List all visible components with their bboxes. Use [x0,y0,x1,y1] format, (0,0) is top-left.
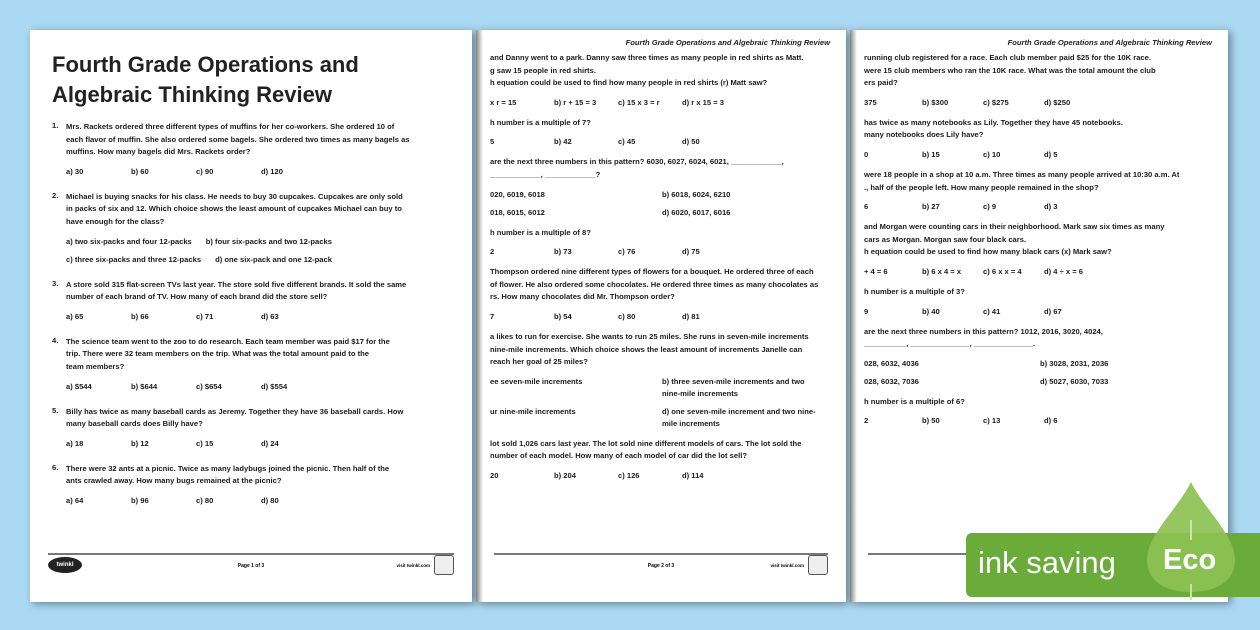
question-text-line: g saw 15 people in red shirts. [490,65,596,75]
question [490,438,834,482]
answer-choices [864,97,1216,109]
question [52,406,457,450]
question-text-line: in packs of six and 12. Which choice shows the least amount of cupcakes Michael can buy to [66,204,402,214]
answer-choice: 9 [864,306,869,316]
question-text-line: muffins. How many bagels did Mrs. Rackets order? [66,147,251,157]
answer-choice: c) 126 [618,470,640,480]
question-text-line: are the next three numbers in this pattern? 1012, 2016, 3020, 4024, [864,326,1103,336]
question [864,396,1216,428]
answer-choice: b) $300 [922,97,949,107]
answer-choice: c) 90 [196,166,214,176]
question [490,156,834,218]
answer-choice: c) 80 [196,495,214,505]
answer-choice: b) 27 [922,202,940,212]
question-body [66,191,457,266]
answer-choice: b) 15 [922,149,940,159]
answer-choice: 20 [490,470,499,480]
page-header: Fourth Grade Operations and Algebraic Thinking Review [625,38,830,47]
question [490,117,834,149]
question [490,52,834,109]
answer-choice: c) 76 [618,247,636,257]
question-text-line: Mrs. Rackets ordered three different types of muffins for her co-workers. She ordered 10 of [66,122,395,131]
question [52,336,457,393]
question-text-line: ____________, ____________? [490,169,601,179]
question-body [490,438,834,482]
badge-icon [808,555,828,575]
answer-choices [490,376,834,400]
answer-choice: c) 10 [983,149,1001,159]
badge-icon [434,555,454,575]
question-text-line: reach her goal of 25 miles? [490,357,588,367]
question-body [864,117,1216,161]
question [864,326,1216,388]
answer-choice: d) r x 15 = 3 [682,97,724,107]
footer-divider [48,553,454,555]
question-text-line: h number is a multiple of 7? [490,117,591,127]
answer-choices [864,376,1216,388]
answer-choices [66,438,457,450]
answer-choices [66,311,457,323]
question-body [490,266,834,323]
answer-choices [864,358,1216,370]
answer-choice: b) 3028, 2031, 2036 [1040,358,1109,368]
worksheet-title: Fourth Grade Operations and Algebraic Thinking Review [52,52,359,107]
answer-choice: c) 80 [618,311,636,321]
question-text-line: h number is a multiple of 8? [490,227,591,237]
answer-choices [66,236,457,248]
answer-choice: d) 75 [682,247,700,257]
answer-choice: d) 5 [1044,149,1058,159]
answer-choice: d) 81 [682,311,700,321]
answer-choice: d) 24 [261,438,279,448]
question-number: 3. [52,278,59,288]
question-number: 1. [52,121,59,130]
question-text-line: has twice as many notebooks as Lily. Together they have 45 notebooks. [864,117,1123,127]
answer-choice: c) 15 x 3 = r [618,97,660,107]
question [490,227,834,259]
question-number: 2. [52,190,59,200]
answer-choice: b) 6018, 6024, 6210 [662,189,731,199]
question-text-line: of flower. He also ordered some chocolates. He ordered three times as many chocolates as [490,279,819,289]
question-body [66,121,457,178]
answer-choice: c) $275 [983,97,1009,107]
answer-choice: d) 5027, 6030, 7033 [1040,376,1109,386]
question-text-line: many baseball cards does Billy have? [66,419,203,429]
question [52,279,457,323]
question [52,463,457,507]
question-list [864,52,1216,435]
answer-choice: d) 50 [682,137,700,147]
question-text-line: have enough for the class? [66,216,165,226]
answer-choice: c) 13 [983,416,1001,426]
answer-choice: d) 3 [1044,202,1058,212]
question-text-line: team members? [66,361,125,371]
question-body [490,156,834,218]
answer-choice: 028, 6032, 4036 [864,358,919,368]
question-body [864,396,1216,428]
question-body [864,221,1216,278]
answer-choice: d) $554 [261,381,288,391]
answer-choice: a) two six-packs and four 12-packs [66,236,192,246]
question [864,52,1216,109]
eco-label: Eco [1163,544,1217,576]
answer-choices [490,136,834,148]
question-text-line: h equation could be used to find how many black cars (x) Mark saw? [864,247,1112,257]
question-text-line: h number is a multiple of 3? [864,286,965,296]
question-body [490,52,834,109]
answer-choice: b) three seven-mile increments and two nine-mile increments [662,376,805,398]
question-text-line: Billy has twice as many baseball cards as Jeremy. Together they have 36 baseball cards. How [66,406,404,416]
page-header: Fourth Grade Operations and Algebraic Thinking Review [1007,38,1212,47]
answer-choice: b) 66 [131,311,149,321]
worksheet-page-2 [476,30,846,602]
question [864,221,1216,278]
answer-choice: d) 6 [1044,416,1058,426]
answer-choice: b) 42 [554,137,572,147]
answer-choices [490,311,834,323]
question-text-line: h equation could be used to find how many people in red shirts (r) Matt saw? [490,78,768,88]
answer-choice: d) 63 [261,311,279,321]
answer-choices [864,201,1216,213]
question-text-line: nine-mile increments. Which choice shows the least amount of increments Janelle can [490,344,803,354]
answer-choice: c) 15 [196,438,214,448]
question-text-line: running club registered for a race. Each club member paid $25 for the 10K race. [864,53,1151,62]
answer-choice: b) $644 [131,381,158,391]
answer-choice: c) three six-packs and three 12-packs [66,254,202,264]
answer-choice: ur nine-mile increments [490,406,576,416]
question [52,121,457,178]
worksheet-page-1 [30,30,472,602]
answer-choice: ee seven-mile increments [490,376,583,386]
answer-choice: 2 [490,247,495,257]
question-text-line: were 15 club members who ran the 10K race. What was the total amount the club [864,65,1156,75]
question-body [490,117,834,149]
answer-choice: b) 40 [922,306,940,316]
question-list [490,52,834,490]
answer-choice: c) 41 [983,306,1001,316]
answer-choice: a) 65 [66,311,84,321]
question-number: 6. [52,462,59,472]
page-number: Page 2 of 3 [647,563,675,569]
answer-choices [864,149,1216,161]
question-number: 4. [52,335,59,345]
question-text-line: h number is a multiple of 6? [864,396,965,406]
question-body [490,331,834,430]
answer-choice: 375 [864,97,877,107]
question-text-line: The science team went to the zoo to do research. Each team member was paid $17 for the [66,336,390,346]
question-body [864,52,1216,109]
page-shadow [850,30,857,602]
answer-choice: 7 [490,311,495,321]
answer-choice: d) 67 [1044,306,1062,316]
answer-choice: 6 [864,202,869,212]
question-body [66,463,457,507]
answer-choices [490,406,834,430]
answer-choices [864,415,1216,427]
answer-choices [864,306,1216,318]
answer-choice: d) 114 [682,470,704,480]
question-body [864,286,1216,318]
question-body [66,336,457,393]
question-text-line: Michael is buying snacks for his class. He needs to buy 30 cupcakes. Cupcakes are only sold [66,191,403,201]
question-body [490,227,834,259]
question-text-line: a likes to run for exercise. She wants to run 25 miles. She runs in seven-mile increments [490,331,809,341]
answer-choice: d) 4 ÷ x = 6 [1044,266,1083,276]
answer-choice: d) one seven-mile increment and two nine-mile increments [662,406,816,428]
question-body [66,279,457,323]
answer-choice: 020, 6019, 6018 [490,189,545,199]
answer-choice: b) 54 [554,311,572,321]
answer-choice: c) 6 x x = 4 [983,266,1022,276]
answer-choice: c) 9 [983,202,997,212]
twinkl-logo: twinkl [48,557,82,573]
answer-choice: d) 80 [261,495,279,505]
question-body [864,169,1216,213]
answer-choice: d) 120 [261,166,283,176]
question [864,169,1216,213]
question-text-line: and Morgan were counting cars in their neighborhood. Mark saw six times as many [864,222,1165,232]
question-text-line: rs. How many chocolates did Mr. Thompson order? [490,292,675,302]
question-text-line: A store sold 315 flat-screen TVs last year. The store sold five different brands. It sold the same [66,279,407,289]
question-text-line: ants crawled away. How many bugs remained at the picnic? [66,476,282,486]
footer-divider [494,553,828,555]
question-body [864,326,1216,388]
answer-choice: b) 6 x 4 = x [922,266,962,276]
question-text-line: __________, ______________, ______________. [864,339,1036,349]
answer-choice: b) 12 [131,438,149,448]
answer-choice: c) 71 [196,311,214,321]
answer-choice: c) 45 [618,137,636,147]
question [52,191,457,266]
ink-saving-label: ink saving [978,545,1116,580]
answer-choices [490,207,834,219]
answer-choice: b) four six-packs and two 12-packs [205,236,332,246]
leaf-icon [1145,480,1237,600]
answer-choices [490,470,834,482]
question-text-line: number of each model. How many of each model of car did the lot sell? [490,451,747,461]
page-shadow [476,30,483,602]
answer-choices [66,381,457,393]
question-text-line: were 18 people in a shop at 10 a.m. Three times as many people arrived at 10:30 a.m. At [864,169,1180,179]
answer-choice: a) $544 [66,381,92,391]
answer-choice: 5 [490,137,495,147]
answer-choice: b) 204 [554,470,576,480]
answer-choice: 018, 6015, 6012 [490,207,545,217]
answer-choice: b) 50 [922,416,940,426]
question [864,117,1216,161]
answer-choice: b) 96 [131,495,149,505]
question-text-line: ers paid? [864,78,898,88]
question-list [52,121,457,520]
question-number: 5. [52,405,59,415]
question [490,266,834,323]
answer-choice: d) 6020, 6017, 6016 [662,207,731,217]
answer-choice: a) 64 [66,495,84,505]
question-text-line: There were 32 ants at a picnic. Twice as many ladybugs joined the picnic. Then half of the [66,463,390,473]
answer-choice: a) 30 [66,166,84,176]
answer-choice: a) 18 [66,438,84,448]
answer-choice: b) 60 [131,166,149,176]
answer-choices [66,495,457,507]
question-text-line: many notebooks does Lily have? [864,130,984,140]
question-text-line: each flavor of muffin. She also ordered some bagels. She ordered two times as many bagels as [66,134,410,144]
question-text-line: number of each brand of TV. How many of each brand did the store sell? [66,292,328,302]
question-text-line: trip. There were 32 team members on the trip. What was the total amount paid to the [66,349,369,359]
answer-choices [490,189,834,201]
answer-choice: 2 [864,416,869,426]
answer-choice: c) $654 [196,381,222,391]
question-body [66,406,457,450]
question-text-line: lot sold 1,026 cars last year. The lot sold nine different models of cars. The lot sold the [490,438,802,448]
answer-choices [490,97,834,109]
page-number: Page 1 of 3 [237,563,265,569]
visit-link-text: visit twinkl.com [770,563,804,568]
question-text-line: and Danny went to a park. Danny saw three times as many people in red shirts as Matt. [490,53,804,62]
answer-choice: b) r + 15 = 3 [554,97,597,107]
answer-choice: b) 73 [554,247,572,257]
answer-choice: x r = 15 [490,97,517,107]
question-text-line: cars as Morgan. Morgan saw four black cars. [864,234,1027,244]
question [864,286,1216,318]
question-text-line: are the next three numbers in this pattern? 6030, 6027, 6024, 6021, ____________, [490,157,784,167]
answer-choice: 028, 6032, 7036 [864,376,919,386]
answer-choice: 0 [864,149,869,159]
answer-choice: + 4 = 6 [864,266,888,276]
answer-choice: d) $250 [1044,97,1071,107]
question-text-line: Thompson ordered nine different types of flowers for a bouquet. He ordered three of each [490,267,814,277]
answer-choices [864,266,1216,278]
question-text-line: ., half of the people left. How many people remained in the shop? [864,182,1099,192]
answer-choices [66,254,457,266]
answer-choices [66,166,457,178]
answer-choice: d) one six-pack and one 12-pack [215,254,332,264]
answer-choices [490,246,834,258]
question [490,331,834,430]
visit-link-text: visit twinkl.com [396,563,430,568]
